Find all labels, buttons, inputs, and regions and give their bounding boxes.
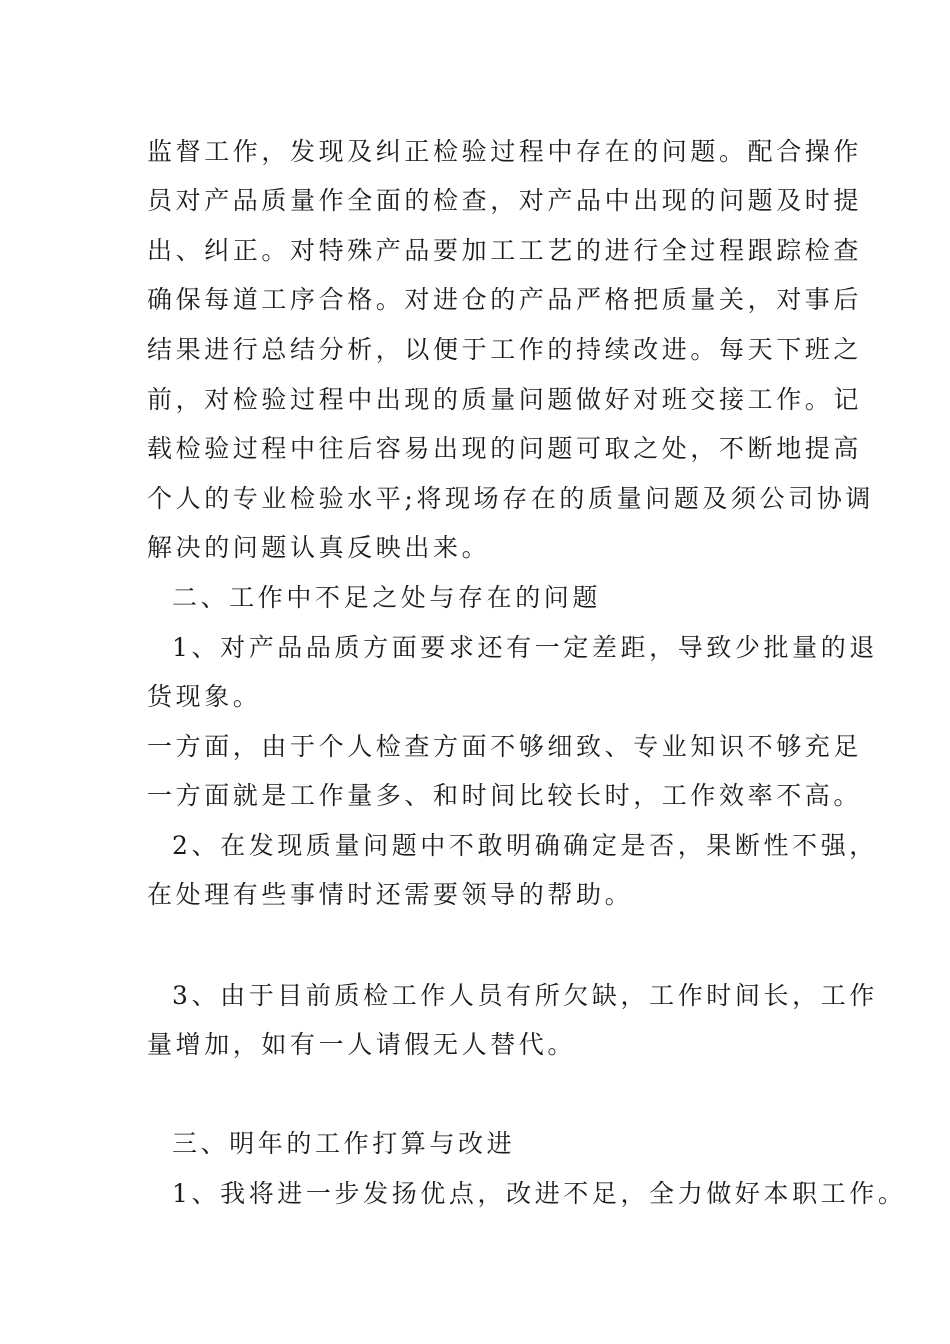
list-item-2-line-1: 2、在发现质量问题中不敢明确确定是否，果断性不强， xyxy=(172,831,878,860)
body-line-5: 结果进行总结分析，以便于工作的持续改进。每天下班之 xyxy=(147,335,863,364)
section-heading-2: 二、工作中不足之处与存在的问题 xyxy=(172,583,602,612)
body-line-8: 个人的专业检验水平;将现场存在的质量问题及须公司协调 xyxy=(147,484,875,513)
list-item-1-line-1: 1、对产品品质方面要求还有一定差距，导致少批量的退 xyxy=(172,633,878,662)
list-item-3-line-1: 3、由于目前质检工作人员有所欠缺，工作时间长，工作 xyxy=(172,981,878,1010)
list-item-4-line-1: 1、我将进一步发扬优点，改进不足，全力做好本职工作。 xyxy=(172,1179,907,1208)
body-line-9: 解决的问题认真反映出来。 xyxy=(147,533,491,562)
list-item-2-line-2: 在处理有些事情时还需要领导的帮助。 xyxy=(147,880,634,909)
body-line-6: 前，对检验过程中出现的质量问题做好对班交接工作。记 xyxy=(147,385,863,414)
body-line-1: 监督工作，发现及纠正检验过程中存在的问题。配合操作 xyxy=(147,137,863,166)
body-line-7: 载检验过程中往后容易出现的问题可取之处，不断地提高 xyxy=(147,434,863,463)
body-line-4: 确保每道工序合格。对进仓的产品严格把质量关，对事后 xyxy=(147,285,863,314)
list-item-3-line-2: 量增加，如有一人请假无人替代。 xyxy=(147,1030,577,1059)
section-heading-3: 三、明年的工作打算与改进 xyxy=(172,1129,516,1158)
body-line-2: 员对产品质量作全面的检查，对产品中出现的问题及时提 xyxy=(147,186,863,215)
body-line-14: 一方面就是工作量多、和时间比较长时，工作效率不高。 xyxy=(147,781,863,810)
body-line-3: 出、纠正。对特殊产品要加工工艺的进行全过程跟踪检查 xyxy=(147,236,863,265)
body-line-13: 一方面，由于个人检查方面不够细致、专业知识不够充足 xyxy=(147,732,863,761)
list-item-1-line-2: 货现象。 xyxy=(147,682,262,711)
